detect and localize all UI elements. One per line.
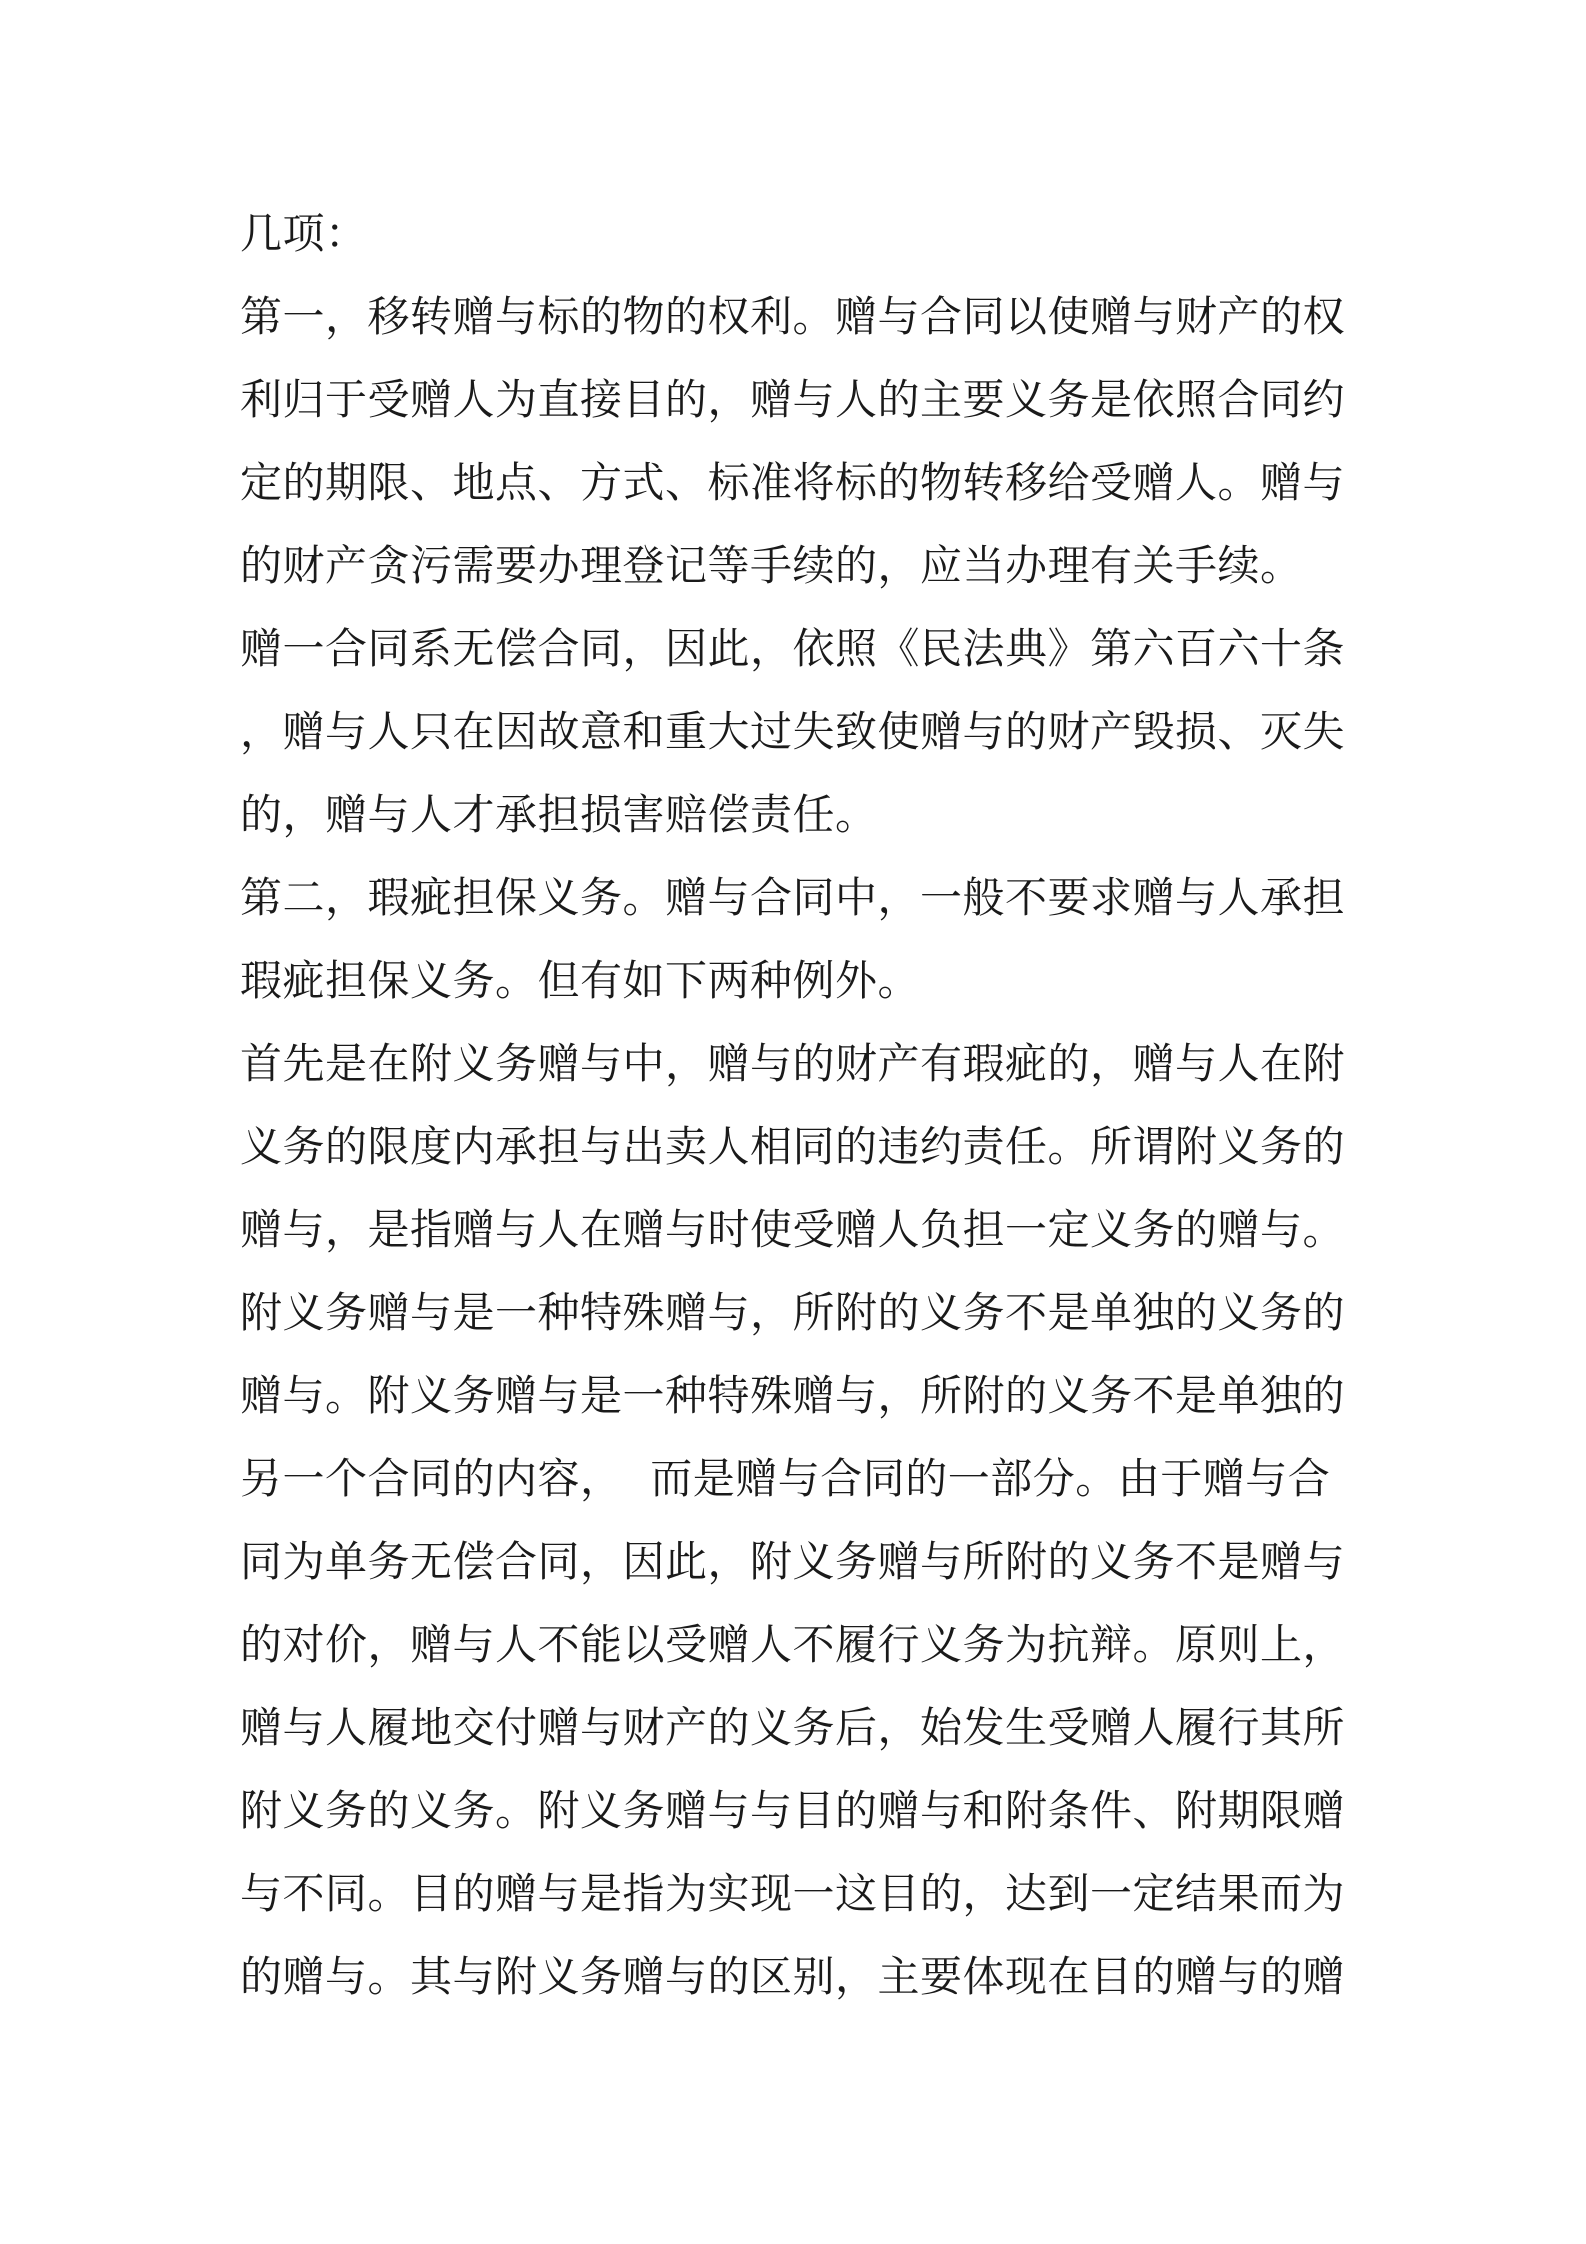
text-line: 的财产贪污需要办理登记等手续的，应当办理有关手续。 xyxy=(240,541,1303,590)
text-line: 赠一合同系无偿合同，因此，依照《民法典》第六百六十条 xyxy=(240,624,1346,673)
text-line: 与不同。目的赠与是指为实现一这目的，达到一定结果而为 xyxy=(240,1869,1346,1918)
text-line: 赠与，是指赠与人在赠与时使受赠人负担一定义务的赠与。 xyxy=(240,1205,1346,1254)
text-line: 的赠与。其与附义务赠与的区别，主要体现在目的赠与的赠 xyxy=(240,1952,1346,2001)
text-line: 定的期限、地点、方式、标准将标的物转移给受赠人。赠与 xyxy=(240,458,1346,507)
text-line: 第二，瑕疵担保义务。赠与合同中，一般不要求赠与人承担 xyxy=(240,873,1346,922)
text-line: 附义务的义务。附义务赠与与目的赠与和附条件、附期限赠 xyxy=(240,1786,1346,1835)
text-line: 瑕疵担保义务。但有如下两种例外。 xyxy=(240,956,921,1005)
text-line: 第一，移转赠与标的物的权利。赠与合同以使赠与财产的权 xyxy=(240,292,1346,341)
text-line: 赠与人履地交付赠与财产的义务后，始发生受赠人履行其所 xyxy=(240,1703,1346,1752)
text-line: 另一个合同的内容， 而是赠与合同的一部分。由于赠与合 xyxy=(240,1454,1331,1503)
text-line: 附义务赠与是一种特殊赠与，所附的义务不是单独的义务的 xyxy=(240,1288,1346,1337)
text-line: 赠与。附义务赠与是一种特殊赠与，所附的义务不是单独的 xyxy=(240,1371,1346,1420)
text-line: 同为单务无偿合同，因此，附义务赠与所附的义务不是赠与 xyxy=(240,1537,1346,1586)
text-line: 利归于受赠人为直接目的，赠与人的主要义务是依照合同约 xyxy=(240,375,1346,424)
text-line: 义务的限度内承担与出卖人相同的违约责任。所谓附义务的 xyxy=(240,1122,1346,1171)
text-line: 几项： xyxy=(240,209,368,258)
body-text xyxy=(240,192,1360,2018)
text-line: 的对价，赠与人不能以受赠人不履行义务为抗辩。原则上， xyxy=(240,1620,1346,1669)
text-line: 的，赠与人才承担损害赔偿责任。 xyxy=(240,790,878,839)
text-line: ，赠与人只在因故意和重大过失致使赠与的财产毁损、灭失 xyxy=(240,707,1346,756)
text-line: 首先是在附义务赠与中，赠与的财产有瑕疵的，赠与人在附 xyxy=(240,1039,1346,1088)
